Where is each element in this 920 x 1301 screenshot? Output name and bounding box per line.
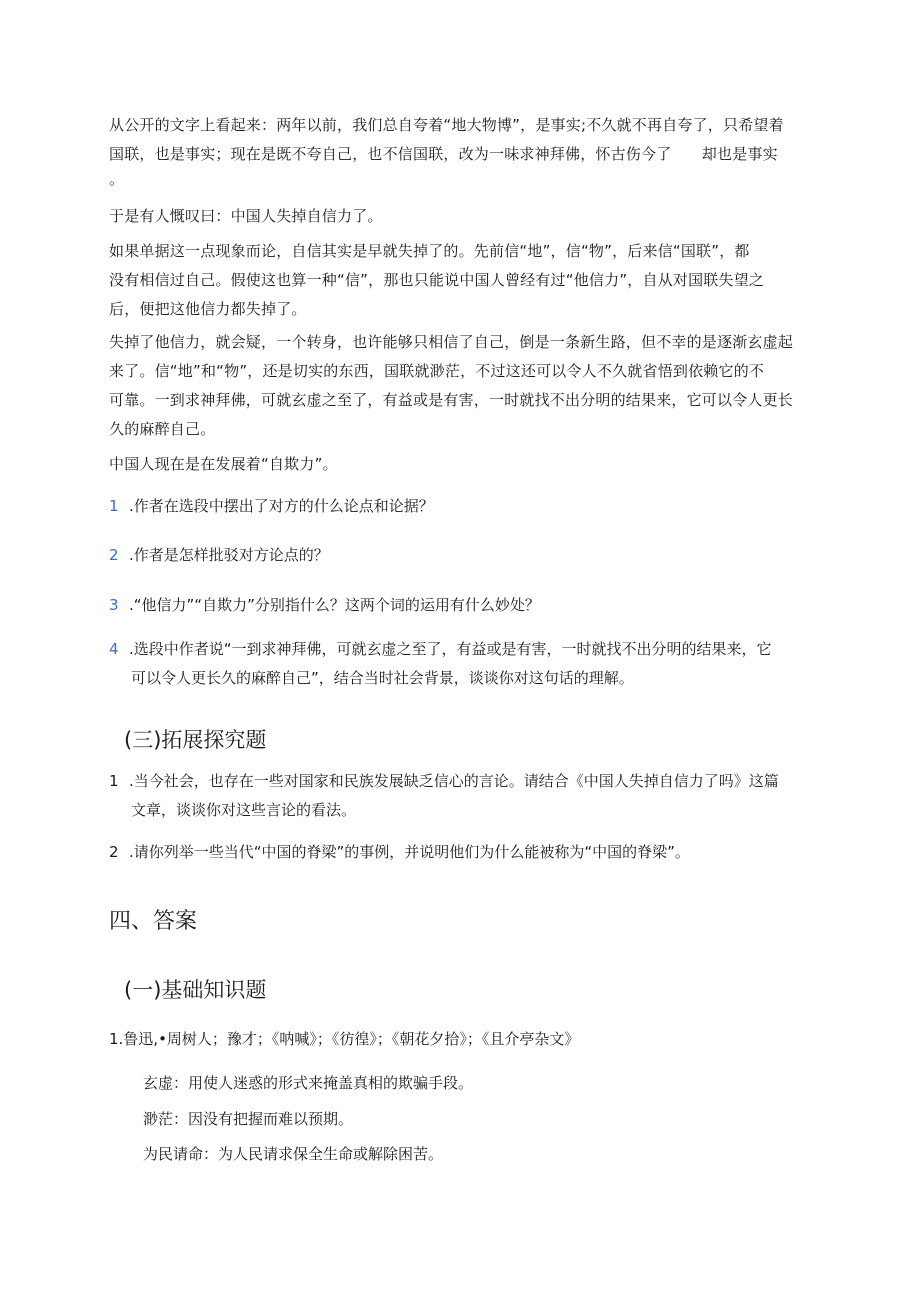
- paragraph-4-line-1: 失掉了他信力，就会疑，一个转身，也许能够只相信了自己，倒是一条新生路，但不幸的是逐渐玄虚起: [109, 333, 794, 351]
- paragraph-1: [109, 111, 809, 189]
- paragraph-4: [109, 328, 809, 444]
- paragraph-4-line-3: 可靠。一到求神拜佛，可就玄虚之至了，有益或是有害，一时就找不出分明的结果来，它可以令人更长: [109, 391, 794, 409]
- question-number: 2: [109, 546, 119, 564]
- section-3-heading: (三)拓展探究题: [124, 728, 267, 752]
- question-number: 1: [109, 497, 119, 515]
- paragraph-4-line-4: 久的麻醉自己。: [109, 420, 216, 438]
- question-1: [109, 492, 809, 521]
- question-number: 1: [109, 772, 119, 790]
- paragraph-3-line-1: 如果单据这一点现象而论，自信其实是早就失掉了的。先前信“地”，信“物”，后来信“国联”，都: [109, 242, 750, 260]
- paragraph-5: 中国人现在是在发展着“自欺力”。: [109, 455, 338, 473]
- question-number: 2: [109, 843, 119, 861]
- paragraph-3-line-3: 后，便把这他信力都失掉了。: [109, 300, 307, 318]
- paragraph-1-line-1: 从公开的文字上看起来：两年以前，我们总自夸着“地大物博”，是事实;不久就不再自夸了，只希望着: [109, 116, 784, 134]
- question-text-continued: 可以令人更长久的麻醉自己”，结合当时社会背景，谈谈你对这句话的理解。: [131, 669, 634, 687]
- definition-2: 渺茫：因没有把握而难以预期。: [143, 1110, 354, 1128]
- paragraph-1-line-2: 国联，也是事实；现在是既不夸自己，也不信国联，改为一味求神拜佛，怀古伤今了 却也是事实: [109, 145, 778, 163]
- answer-1: 1.鲁迅,•周树人；豫才；《呐喊》；《彷徨》；《朝花夕拾》；《且介亭杂文》: [109, 1030, 580, 1048]
- paragraph-1-line-3: 。: [109, 170, 125, 188]
- paragraph-3-line-2: 没有相信过自己。假使这也算一种“信”，那也只能说中国人曾经有过“他信力”，自从对国联失望之: [109, 271, 765, 289]
- section-4-heading: 四、答案: [109, 909, 198, 934]
- question-text: .“他信力”“自欺力”分别指什么？这两个词的运用有什么妙处？: [129, 596, 540, 614]
- question-text: .选段中作者说“一到求神拜佛，可就玄虚之至了，有益或是有害，一时就找不出分明的结果来，它: [129, 640, 772, 658]
- paragraph-2: 于是有人慨叹曰：中国人失掉自信力了。: [109, 207, 383, 225]
- question-text: .请你列举一些当代“中国的脊梁”的事例，并说明他们为什么能被称为“中国的脊梁”。: [129, 843, 690, 861]
- extension-question-2: [109, 838, 809, 867]
- extension-question-1: [109, 767, 809, 825]
- section-4-subheading: (一)基础知识题: [124, 978, 267, 1002]
- definition-1: 玄虚：用使人迷惑的形式来掩盖真相的欺骗手段。: [143, 1074, 474, 1092]
- question-text: .作者是怎样批驳对方论点的？: [129, 546, 329, 564]
- question-number: 3: [109, 596, 119, 614]
- paragraph-4-line-2: 来了。信“地”和“物”，还是切实的东西，国联就渺茫，不过这还可以令人不久就省悟到依赖它的不: [109, 362, 765, 380]
- question-text: .作者在选段中摆出了对方的什么论点和论据？: [129, 497, 434, 515]
- question-4: [109, 635, 809, 693]
- question-2: [109, 541, 809, 570]
- question-3: [109, 591, 809, 620]
- question-text: .当今社会，也存在一些对国家和民族发展缺乏信心的言论。请结合《中国人失掉自信力了吗》这篇: [129, 772, 779, 790]
- paragraph-3: [109, 237, 809, 324]
- question-text-continued: 文章，谈谈你对这些言论的看法。: [131, 801, 357, 819]
- definition-3: 为民请命：为人民请求保全生命或解除困苦。: [143, 1145, 444, 1163]
- question-number: 4: [109, 640, 119, 658]
